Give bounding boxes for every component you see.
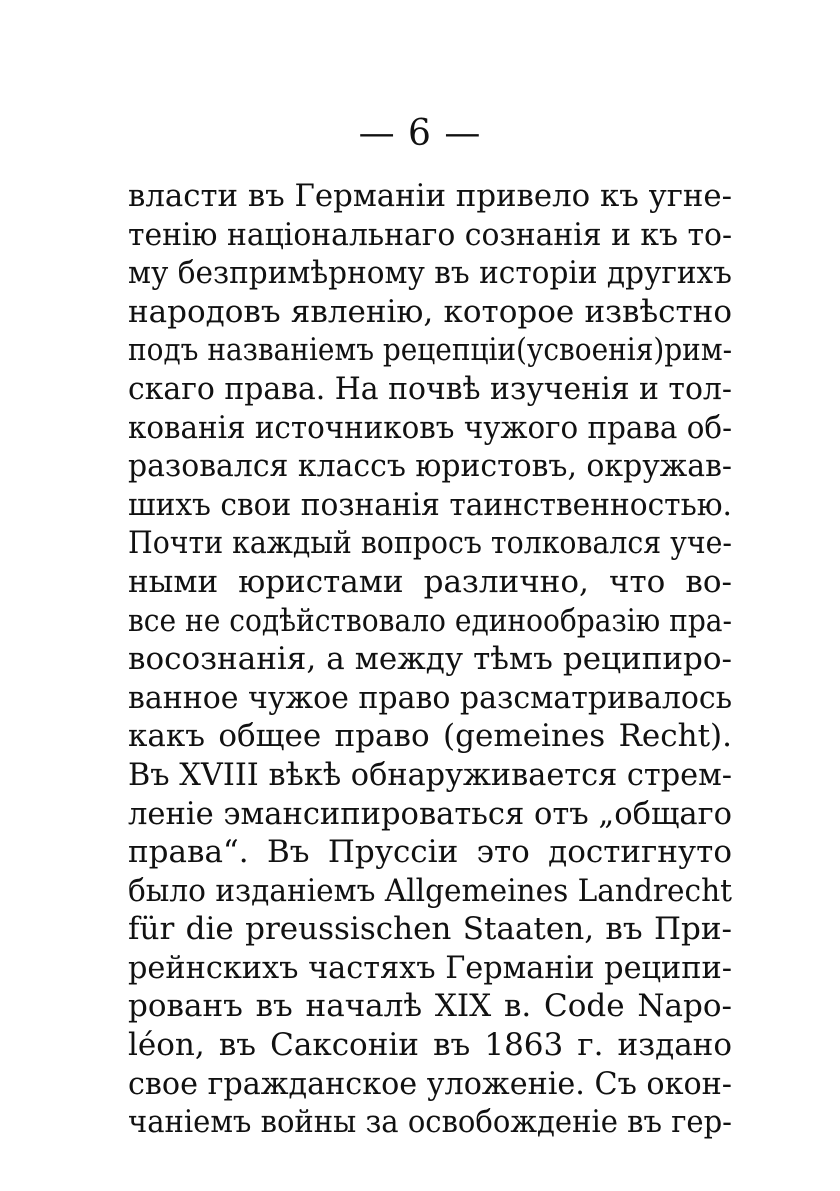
text-line: восознанія, а между тѣмъ реципиро- xyxy=(128,641,732,678)
text-line: подъ названіемъ рецепціи(усвоенія)рим- xyxy=(128,332,733,369)
text-line: скаго права. На почвѣ изученія и тол- xyxy=(128,370,732,407)
body-text xyxy=(128,177,732,1142)
page-number: — 6 — xyxy=(358,113,482,154)
text-line: тенію національнаго сознанія и къ то- xyxy=(128,216,733,253)
text-line: было изданіемъ Allgemeines Landrecht xyxy=(128,872,733,909)
text-line: свое гражданское уложеніе. Съ окон- xyxy=(128,1065,733,1102)
text-line: кованія источниковъ чужого права об- xyxy=(128,409,732,446)
text-line: ными юристами различно, что во- xyxy=(128,563,732,600)
text-line: чаніемъ войны за освобожденіе въ гер- xyxy=(128,1104,732,1141)
text-line: рейнскихъ частяхъ Германіи реципи- xyxy=(128,949,732,986)
text-line: léon, въ Саксоніи въ 1863 г. издано xyxy=(128,1027,732,1064)
text-line: шихъ свои познанія таинственностью. xyxy=(128,486,732,523)
text-line: Въ XVIII вѣкѣ обнаруживается стрем- xyxy=(128,756,732,793)
text-line: für die preussischen Staaten, въ При- xyxy=(128,911,732,948)
text-line: какъ общее право (gemeines Recht). xyxy=(128,718,732,755)
text-line: Почти каждый вопросъ толковался уче- xyxy=(128,525,732,562)
text-line: леніе эмансипироваться отъ „общаго xyxy=(128,795,733,832)
text-line: власти въ Германіи привело къ угне- xyxy=(128,178,732,214)
text-line: народовъ явленію, которое извѣстно xyxy=(128,293,732,330)
text-line: все не содѣйствовало единообразію пра- xyxy=(128,602,732,639)
text-line: му безпримѣрному въ исторіи другихъ xyxy=(128,255,732,292)
text-line: ванное чужое право разсматривалось xyxy=(128,679,733,716)
text-line: разовался классъ юристовъ, окружав- xyxy=(128,448,733,485)
text-line: рованъ въ началѣ XIX в. Code Napo- xyxy=(128,988,732,1025)
text-line: права“. Въ Пруссіи это достигнуто xyxy=(128,834,732,871)
